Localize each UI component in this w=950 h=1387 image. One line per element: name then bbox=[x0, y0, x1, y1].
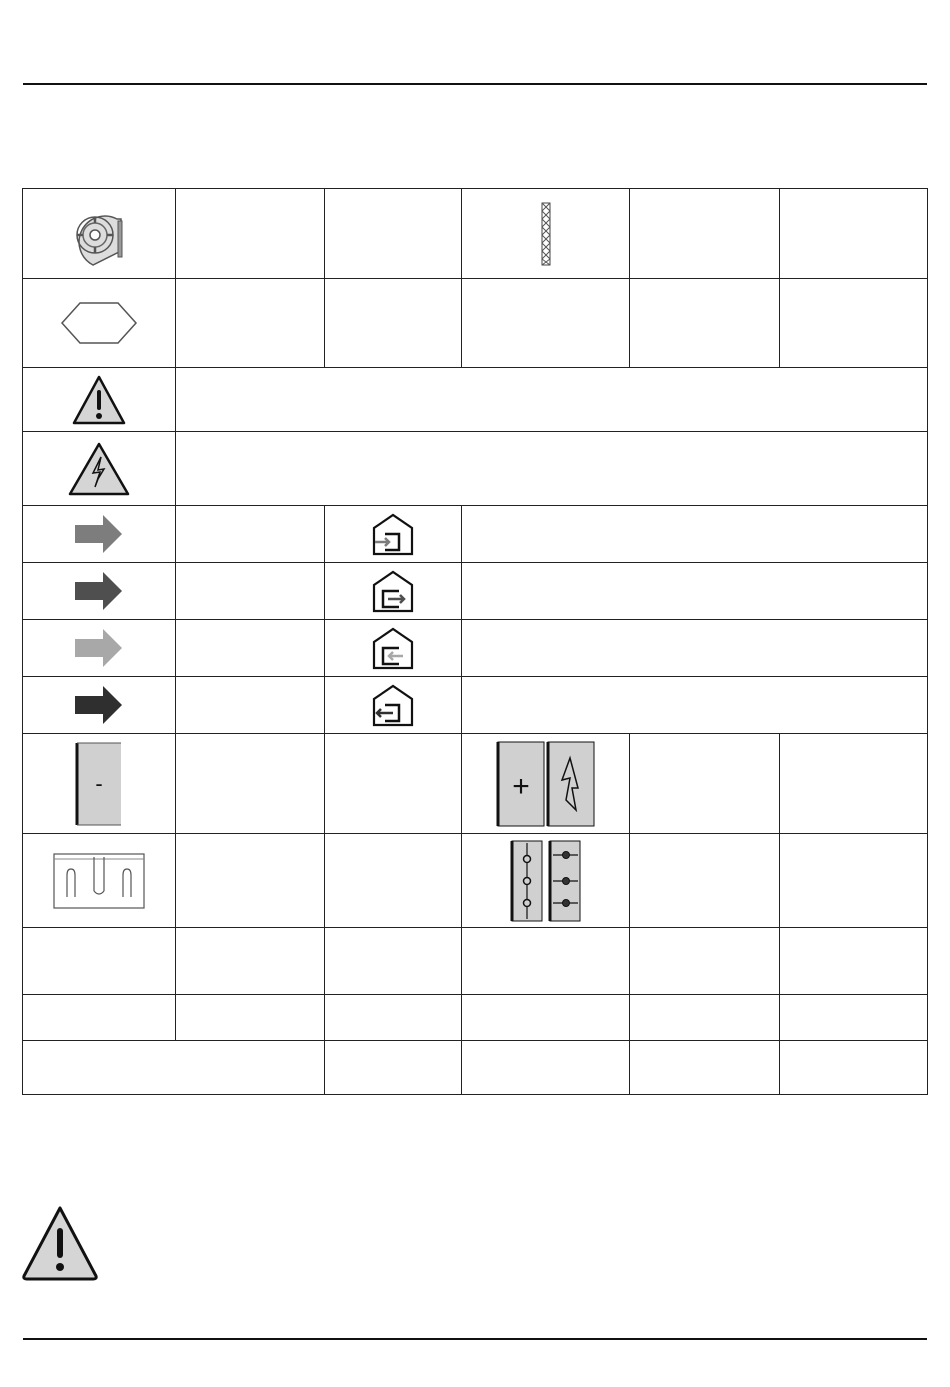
extract-air-arrow-cell bbox=[23, 620, 176, 677]
fan-cell bbox=[23, 189, 176, 279]
cell-r10-c5 bbox=[630, 834, 780, 928]
heat-exchanger-icon bbox=[60, 301, 138, 345]
cell-r7-c2 bbox=[176, 620, 325, 677]
cell-r9-c5 bbox=[630, 734, 780, 834]
warning-description-cell bbox=[176, 368, 928, 432]
legend-row-warning bbox=[23, 368, 928, 432]
fan-icon bbox=[67, 201, 131, 267]
terminal-block-icon bbox=[53, 853, 145, 909]
exhaust-air-arrow-cell bbox=[23, 677, 176, 734]
cell-r13-c4 bbox=[462, 1041, 630, 1095]
cell-r12-c3 bbox=[325, 995, 462, 1041]
cell-r12-c1 bbox=[23, 995, 176, 1041]
warning-triangle-icon bbox=[20, 1204, 100, 1282]
cell-r2-c2 bbox=[176, 279, 325, 368]
legend-row-fan bbox=[23, 189, 928, 279]
terminal-plus-icon bbox=[498, 742, 544, 826]
cell-r12-c2 bbox=[176, 995, 325, 1041]
cell-r11-c6 bbox=[780, 928, 928, 995]
terminal-minus-icon bbox=[75, 741, 123, 827]
cell-r13-c3 bbox=[325, 1041, 462, 1095]
electrical-hazard-icon bbox=[67, 441, 131, 497]
plus-symbol: + bbox=[511, 769, 530, 803]
legend-row-terminals-a bbox=[23, 734, 928, 834]
cell-r13-c1 bbox=[23, 1041, 325, 1095]
house-extract-air-icon bbox=[371, 626, 415, 670]
cell-r12-c4 bbox=[462, 995, 630, 1041]
legend-row-supply-air bbox=[23, 563, 928, 620]
supply-air-arrow-cell bbox=[23, 563, 176, 620]
legend-row-outdoor-air bbox=[23, 506, 928, 563]
cell-r1-c2 bbox=[176, 189, 325, 279]
footer-rule bbox=[23, 1338, 927, 1340]
cell-r2-c5 bbox=[630, 279, 780, 368]
legend-row-electrical-hazard bbox=[23, 432, 928, 506]
terminal-block-cell bbox=[23, 834, 176, 928]
legend-row-heat-exchanger bbox=[23, 279, 928, 368]
footer-warning bbox=[20, 1204, 100, 1287]
cell-r9-c6 bbox=[780, 734, 928, 834]
extract-air-house-cell bbox=[325, 620, 462, 677]
house-outdoor-air-icon bbox=[371, 512, 415, 556]
cell-r12-c5 bbox=[630, 995, 780, 1041]
warning-cell bbox=[23, 368, 176, 432]
outdoor-air-house-cell bbox=[325, 506, 462, 563]
terminal-plus-power-group bbox=[496, 740, 596, 828]
exhaust-air-description-cell bbox=[462, 677, 928, 734]
cell-r10-c6 bbox=[780, 834, 928, 928]
outdoor-air-description-cell bbox=[462, 506, 928, 563]
legend-row-blank-3 bbox=[23, 1041, 928, 1095]
terminal-plus-power-cell bbox=[462, 734, 630, 834]
cell-r8-c2 bbox=[176, 677, 325, 734]
cell-r1-c5 bbox=[630, 189, 780, 279]
electrical-hazard-cell bbox=[23, 432, 176, 506]
arrow-medium-gray-icon bbox=[75, 515, 123, 553]
symbol-legend-table bbox=[22, 188, 928, 1095]
supply-air-house-cell bbox=[325, 563, 462, 620]
cell-r1-c3 bbox=[325, 189, 462, 279]
legend-row-extract-air bbox=[23, 620, 928, 677]
cell-r2-c4 bbox=[462, 279, 630, 368]
outdoor-air-arrow-cell bbox=[23, 506, 176, 563]
legend-row-blank-2 bbox=[23, 995, 928, 1041]
cell-r13-c6 bbox=[780, 1041, 928, 1095]
terminal-minus-cell bbox=[23, 734, 176, 834]
cell-r12-c6 bbox=[780, 995, 928, 1041]
cell-r2-c6 bbox=[780, 279, 928, 368]
arrow-dark-gray-icon bbox=[75, 572, 123, 610]
legend-row-exhaust-air bbox=[23, 677, 928, 734]
arrow-black-icon bbox=[75, 686, 123, 724]
terminal-power-icon bbox=[548, 742, 594, 826]
supply-air-description-cell bbox=[462, 563, 928, 620]
filter-icon bbox=[541, 202, 551, 266]
cell-r11-c3 bbox=[325, 928, 462, 995]
legend-row-terminals-b bbox=[23, 834, 928, 928]
legend-row-blank-1 bbox=[23, 928, 928, 995]
terminal-strips-cell bbox=[462, 834, 630, 928]
exhaust-air-house-cell bbox=[325, 677, 462, 734]
terminal-strip-open-icon bbox=[512, 841, 542, 921]
cell-r1-c6 bbox=[780, 189, 928, 279]
cell-r9-c3 bbox=[325, 734, 462, 834]
cell-r2-c3 bbox=[325, 279, 462, 368]
arrow-light-gray-icon bbox=[75, 629, 123, 667]
extract-air-description-cell bbox=[462, 620, 928, 677]
terminal-strips-group bbox=[510, 839, 582, 923]
terminal-strip-filled-icon bbox=[550, 841, 580, 921]
warning-triangle-icon bbox=[71, 374, 127, 426]
cell-r6-c2 bbox=[176, 563, 325, 620]
house-supply-air-icon bbox=[371, 569, 415, 613]
minus-symbol: - bbox=[95, 770, 103, 796]
cell-r13-c5 bbox=[630, 1041, 780, 1095]
heat-exchanger-cell bbox=[23, 279, 176, 368]
header-rule bbox=[23, 83, 927, 85]
cell-r11-c2 bbox=[176, 928, 325, 995]
cell-r9-c2 bbox=[176, 734, 325, 834]
cell-r11-c1 bbox=[23, 928, 176, 995]
cell-r11-c4 bbox=[462, 928, 630, 995]
cell-r5-c2 bbox=[176, 506, 325, 563]
filter-cell bbox=[462, 189, 630, 279]
cell-r11-c5 bbox=[630, 928, 780, 995]
electrical-hazard-description-cell bbox=[176, 432, 928, 506]
cell-r10-c3 bbox=[325, 834, 462, 928]
house-exhaust-air-icon bbox=[371, 683, 415, 727]
cell-r10-c2 bbox=[176, 834, 325, 928]
